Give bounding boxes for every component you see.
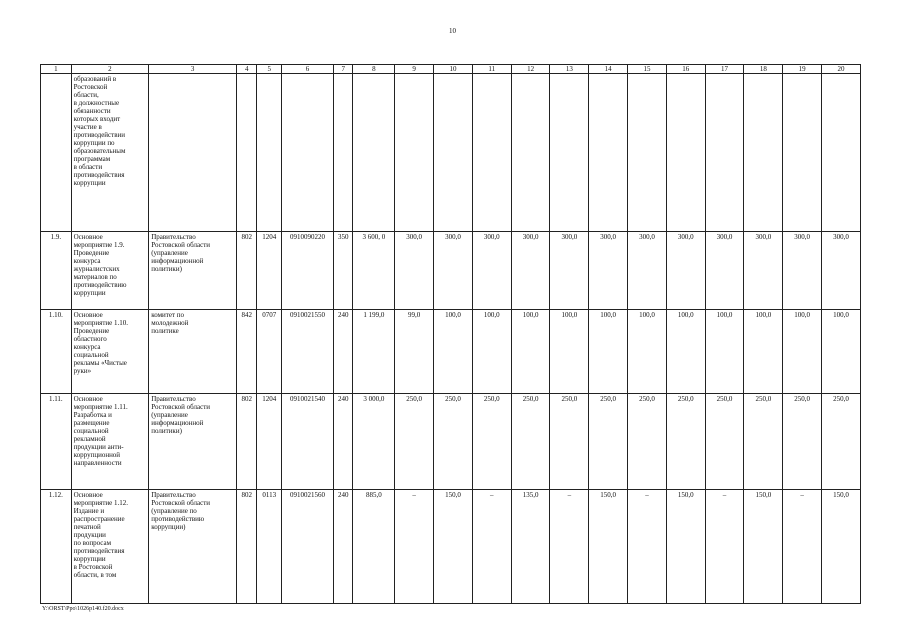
- code-rzpr: 0707: [257, 310, 282, 394]
- row-number: 1.10.: [41, 310, 72, 394]
- executor: Правительство Ростовской области (управление по противодействию коррупции): [149, 490, 237, 604]
- header-cell: 7: [334, 65, 353, 74]
- year-amount: [550, 74, 589, 232]
- table-row: [41, 490, 861, 604]
- year-amount: 250,0: [744, 394, 783, 490]
- year-amount: 150,0: [666, 490, 705, 604]
- year-amount: 100,0: [511, 310, 550, 394]
- activity-name: образований в Ростовской области, в должностные обязанности которых входит участие в противодействии коррупции по образовательным программам в области противодействия коррупции: [71, 74, 149, 232]
- year-amount: 135,0: [511, 490, 550, 604]
- year-amount: 100,0: [666, 310, 705, 394]
- year-amount: 250,0: [666, 394, 705, 490]
- header-cell: 17: [705, 65, 744, 74]
- year-amount: 100,0: [628, 310, 667, 394]
- executor: комитет по молодежной политике: [149, 310, 237, 394]
- header-cell: 14: [589, 65, 628, 74]
- code-vr: 240: [334, 310, 353, 394]
- activity-name: Основное мероприятие 1.11. Разработка и размещение социальной рекламной продукции анти- коррупционной направленности: [71, 394, 149, 490]
- year-amount: 300,0: [822, 232, 861, 310]
- year-amount: 250,0: [783, 394, 822, 490]
- activity-name: Основное мероприятие 1.10. Проведение областного конкурса социальной рекламы «Чистые руки»: [71, 310, 149, 394]
- year-amount: 100,0: [783, 310, 822, 394]
- year-amount: [666, 74, 705, 232]
- header-cell: 16: [666, 65, 705, 74]
- table-row: [41, 310, 861, 394]
- row-number: 1.9.: [41, 232, 72, 310]
- year-amount: 250,0: [705, 394, 744, 490]
- year-amount: 300,0: [395, 232, 434, 310]
- year-amount: 300,0: [783, 232, 822, 310]
- header-cell: 3: [149, 65, 237, 74]
- code-grbs: 802: [237, 232, 257, 310]
- year-amount: –: [550, 490, 589, 604]
- year-amount: [783, 74, 822, 232]
- header-cell: 6: [281, 65, 333, 74]
- year-amount: 300,0: [589, 232, 628, 310]
- header-cell: 13: [550, 65, 589, 74]
- total-amount: 885,0: [353, 490, 395, 604]
- header-cell: 9: [395, 65, 434, 74]
- year-amount: –: [783, 490, 822, 604]
- year-amount: 150,0: [822, 490, 861, 604]
- header-cell: 18: [744, 65, 783, 74]
- year-amount: 150,0: [434, 490, 473, 604]
- year-amount: 300,0: [511, 232, 550, 310]
- table-row: [41, 232, 861, 310]
- year-amount: 150,0: [744, 490, 783, 604]
- header-cell: 11: [472, 65, 511, 74]
- header-cell: 10: [434, 65, 473, 74]
- table-row: [41, 394, 861, 490]
- year-amount: 250,0: [472, 394, 511, 490]
- code-rzpr: [257, 74, 282, 232]
- code-csr: 0910021550: [281, 310, 333, 394]
- year-amount: 100,0: [550, 310, 589, 394]
- year-amount: 250,0: [511, 394, 550, 490]
- year-amount: [628, 74, 667, 232]
- year-amount: 300,0: [472, 232, 511, 310]
- year-amount: 100,0: [589, 310, 628, 394]
- year-amount: 250,0: [589, 394, 628, 490]
- year-amount: 300,0: [744, 232, 783, 310]
- year-amount: [705, 74, 744, 232]
- year-amount: 100,0: [744, 310, 783, 394]
- year-amount: 300,0: [666, 232, 705, 310]
- code-rzpr: 0113: [257, 490, 282, 604]
- year-amount: [395, 74, 434, 232]
- header-cell: 15: [628, 65, 667, 74]
- year-amount: 250,0: [395, 394, 434, 490]
- executor: [149, 74, 237, 232]
- year-amount: 100,0: [705, 310, 744, 394]
- year-amount: –: [628, 490, 667, 604]
- code-vr: 240: [334, 394, 353, 490]
- year-amount: [589, 74, 628, 232]
- total-amount: [353, 74, 395, 232]
- year-amount: [434, 74, 473, 232]
- file-path-footer: Y:\ORST\Ppo\1026p140.f20.docx: [42, 606, 124, 612]
- code-grbs: 842: [237, 310, 257, 394]
- code-rzpr: 1204: [257, 232, 282, 310]
- year-amount: [822, 74, 861, 232]
- year-amount: 250,0: [628, 394, 667, 490]
- year-amount: 250,0: [822, 394, 861, 490]
- year-amount: [511, 74, 550, 232]
- row-number: 1.12.: [41, 490, 72, 604]
- header-cell: 1: [41, 65, 72, 74]
- year-amount: 250,0: [434, 394, 473, 490]
- year-amount: 300,0: [434, 232, 473, 310]
- header-cell: 4: [237, 65, 257, 74]
- activity-name: Основное мероприятие 1.9. Проведение конкурса журналистских материалов по противодействию коррупции: [71, 232, 149, 310]
- year-amount: 100,0: [822, 310, 861, 394]
- table-row: [41, 74, 861, 232]
- year-amount: –: [395, 490, 434, 604]
- year-amount: 300,0: [550, 232, 589, 310]
- row-number: 1.11.: [41, 394, 72, 490]
- header-cell: 12: [511, 65, 550, 74]
- year-amount: [744, 74, 783, 232]
- code-vr: 240: [334, 490, 353, 604]
- year-amount: –: [705, 490, 744, 604]
- total-amount: 3 600, 0: [353, 232, 395, 310]
- activity-name: Основное мероприятие 1.12. Издание и распространение печатной продукции по вопросам противодействия коррупции в Ростовской области, в том: [71, 490, 149, 604]
- code-vr: [334, 74, 353, 232]
- code-csr: [281, 74, 333, 232]
- code-grbs: 802: [237, 394, 257, 490]
- code-csr: 0910090220: [281, 232, 333, 310]
- row-number: [41, 74, 72, 232]
- header-cell: 5: [257, 65, 282, 74]
- code-grbs: [237, 74, 257, 232]
- executor: Правительство Ростовской области (управление информационной политики): [149, 232, 237, 310]
- header-cell: 8: [353, 65, 395, 74]
- year-amount: 250,0: [550, 394, 589, 490]
- page-number: 10: [449, 27, 456, 35]
- code-grbs: 802: [237, 490, 257, 604]
- header-cell: 2: [71, 65, 149, 74]
- header-cell: 20: [822, 65, 861, 74]
- executor: Правительство Ростовской области (управление информационной политики): [149, 394, 237, 490]
- year-amount: 100,0: [434, 310, 473, 394]
- code-csr: 0910021540: [281, 394, 333, 490]
- total-amount: 3 000,0: [353, 394, 395, 490]
- year-amount: 100,0: [472, 310, 511, 394]
- year-amount: [472, 74, 511, 232]
- year-amount: 300,0: [628, 232, 667, 310]
- header-cell: 19: [783, 65, 822, 74]
- header-row: [41, 65, 861, 74]
- year-amount: 300,0: [705, 232, 744, 310]
- year-amount: 99,0: [395, 310, 434, 394]
- total-amount: 1 199,0: [353, 310, 395, 394]
- code-vr: 350: [334, 232, 353, 310]
- year-amount: –: [472, 490, 511, 604]
- budget-table: [40, 64, 861, 604]
- code-rzpr: 1204: [257, 394, 282, 490]
- code-csr: 0910021560: [281, 490, 333, 604]
- year-amount: 150,0: [589, 490, 628, 604]
